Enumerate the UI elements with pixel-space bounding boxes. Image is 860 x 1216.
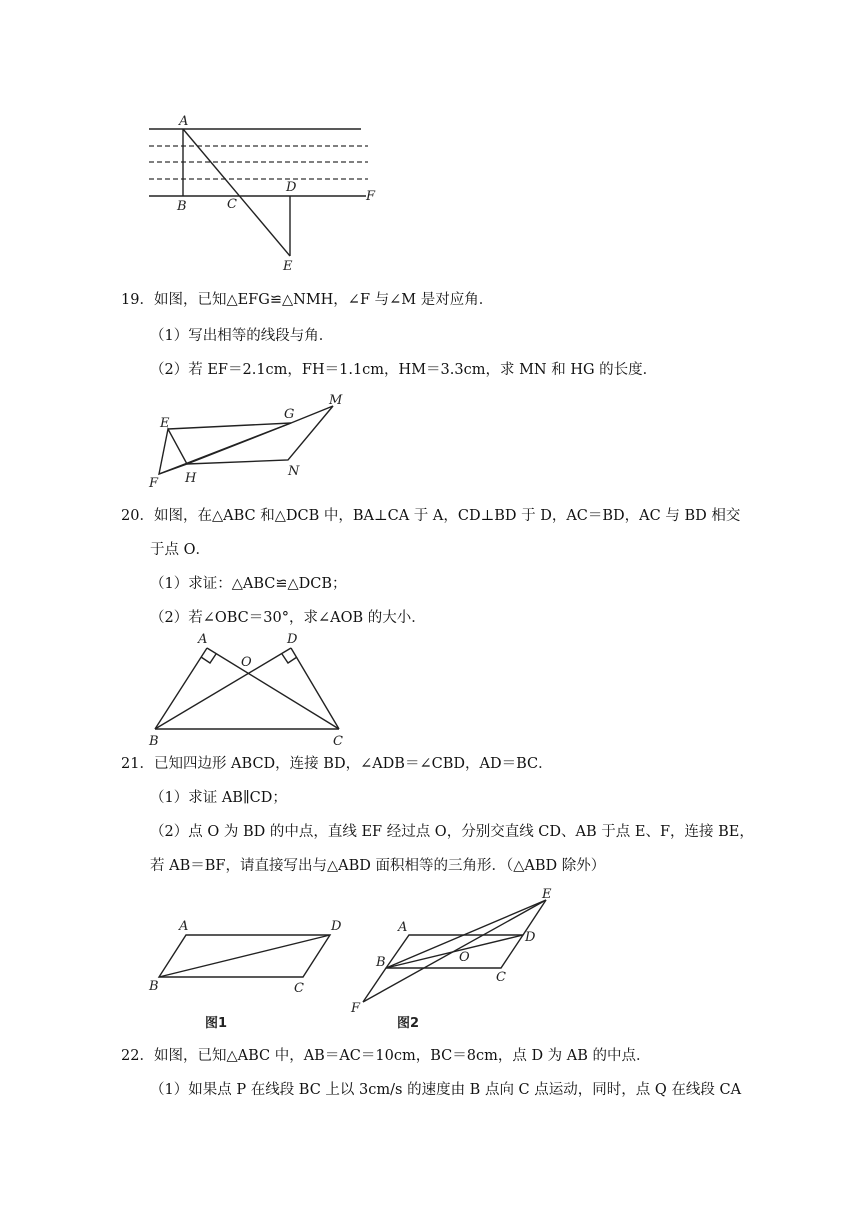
q22-stem: 22．如图，已知△ABC 中，AB＝AC＝10cm，BC＝8cm，点 D 为 AB 的中点． xyxy=(121,1048,651,1064)
label-E: E xyxy=(283,259,293,274)
figure-q20 xyxy=(0,628,860,748)
figure-2-caption: 图2 xyxy=(397,1016,420,1031)
label-D: D xyxy=(286,180,297,195)
label-C: C xyxy=(294,981,304,996)
label-G: G xyxy=(284,407,295,422)
label-H: H xyxy=(185,471,197,486)
label-C: C xyxy=(227,197,237,212)
label-O: O xyxy=(459,950,470,965)
q19-part1: （1）写出相等的线段与角． xyxy=(150,328,334,344)
label-B: B xyxy=(376,955,386,970)
label-A: A xyxy=(179,919,189,934)
label-B: B xyxy=(149,734,159,749)
figure-q19 xyxy=(0,380,860,490)
label-C: C xyxy=(496,970,506,985)
q19-part2: （2）若 EF＝2.1cm，FH＝1.1cm，HM＝3.3cm，求 MN 和 HG 的长度． xyxy=(150,362,658,378)
label-A: A xyxy=(198,632,208,647)
label-D: D xyxy=(525,930,536,945)
figure-1-caption: 图1 xyxy=(205,1016,228,1031)
label-F: F xyxy=(366,189,376,204)
q21-part1: （1）求证 AB∥CD； xyxy=(150,790,287,806)
q22-part1: （1）如果点 P 在线段 BC 上以 3cm/s 的速度由 B 点向 C 点运动，同时，点 Q 在线段 CA xyxy=(150,1082,742,1098)
q21-part2-line2: 若 AB＝BF，请直接写出与△ABD 面积相等的三角形．（△ABD 除外） xyxy=(150,858,606,874)
label-E: E xyxy=(160,416,170,431)
label-B: B xyxy=(149,979,159,994)
q20-stem-line2: 于点 O． xyxy=(150,542,210,558)
label-F: F xyxy=(351,1001,361,1016)
label-F: F xyxy=(149,476,159,491)
label-A: A xyxy=(179,114,189,129)
label-M: M xyxy=(329,393,343,408)
label-A: A xyxy=(398,920,408,935)
figure-parallel-lines xyxy=(0,0,860,290)
label-C: C xyxy=(333,734,343,749)
label-B: B xyxy=(177,199,187,214)
q21-part2-line1: （2）点 O 为 BD 的中点，直线 EF 经过点 O，分别交直线 CD、AB 于点 E、F，连接 BE， xyxy=(150,824,754,840)
label-N: N xyxy=(288,464,300,479)
label-O: O xyxy=(241,655,252,670)
label-D: D xyxy=(287,632,298,647)
figure-q21 xyxy=(0,880,860,1040)
q21-stem: 21．已知四边形 ABCD，连接 BD，∠ADB＝∠CBD，AD＝BC． xyxy=(121,756,553,772)
q19-stem: 19．如图，已知△EFG≌△NMH，∠F 与∠M 是对应角． xyxy=(121,292,494,308)
label-D: D xyxy=(331,919,342,934)
label-E: E xyxy=(542,887,552,902)
q20-stem-line1: 20．如图，在△ABC 和△DCB 中，BA⊥CA 于 A，CD⊥BD 于 D，AC＝BD，AC 与 BD 相交 xyxy=(121,508,741,524)
q20-part2: （2）若∠OBC＝30°，求∠AOB 的大小． xyxy=(150,610,426,626)
q20-part1: （1）求证：△ABC≌△DCB； xyxy=(150,576,347,592)
